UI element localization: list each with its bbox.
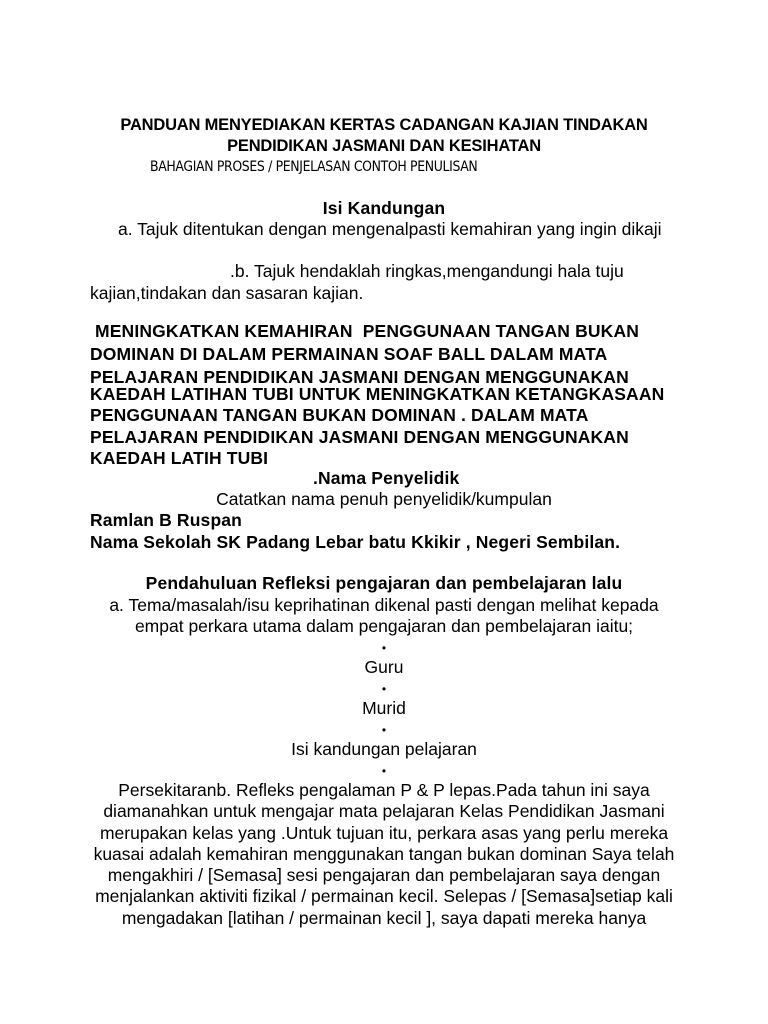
bullet-icon: •	[381, 723, 387, 737]
researcher-name: Ramlan B Ruspan	[90, 510, 242, 530]
paragraph-line: mengakhiri / [Semasa] sesi pengajaran dan pembelajaran saya dengan	[107, 865, 661, 885]
paragraph-line: merupakan kelas yang .Untuk tujuan itu, perkara asas yang perlu mereka	[99, 823, 669, 843]
research-title-line: KAEDAH LATIHAN TUBI UNTUK MENINGKATKAN KETANGKASAAN	[90, 384, 665, 404]
bullet-icon: •	[381, 682, 387, 696]
paragraph-line: menjalankan aktiviti fizikal / permainan kecil. Selepas / [Semasa]setiap kali	[95, 886, 673, 906]
tema-line-2: empat perkara utama dalam pengajaran dan pembelajaran iaitu;	[134, 616, 634, 636]
bullet-item-isi: Isi kandungan pelajaran	[291, 739, 477, 759]
paragraph-line: Persekitaranb. Refleks pengalaman P & P lepas.Pada tahun ini saya	[118, 780, 650, 800]
bullet-icon: •	[381, 641, 387, 655]
research-title-line: PELAJARAN PENDIDIKAN JASMANI DENGAN MENGGUNAKAN	[90, 427, 629, 447]
paragraph-line: mengadakan [latihan / permainan kecil ], saya dapati mereka hanya	[121, 908, 647, 928]
bullet-item-guru: Guru	[364, 657, 404, 677]
paragraph-line: diamanahkan untuk mengajar mata pelajaran Kelas Pendidikan Jasmani	[103, 801, 665, 821]
doc-subtitle: BAHAGIAN PROSES / PENJELASAN CONTOH PENULISAN	[150, 159, 478, 175]
research-title-line: PELAJARAN PENDIDIKAN JASMANI DENGAN MENGGUNAKAN	[90, 367, 629, 387]
bullet-icon: •	[381, 764, 387, 778]
doc-title-line-1: PANDUAN MENYEDIAKAN KERTAS CADANGAN KAJIAN TINDAKAN	[120, 116, 648, 134]
doc-title-line-2: PENDIDIKAN JASMANI DAN KESIHATAN	[227, 137, 541, 155]
research-title-line: PENGGUNAAN TANGAN BUKAN DOMINAN . DALAM MATA	[90, 405, 589, 425]
tema-line-1: a. Tema/masalah/isu keprihatinan dikenal pasti dengan melihat kepada	[109, 595, 659, 615]
item-b-line-2: kajian,tindakan dan sasaran kajian.	[90, 283, 364, 303]
school-name: Nama Sekolah SK Padang Lebar batu Kkikir , Negeri Sembilan.	[90, 532, 621, 552]
bullet-item-murid: Murid	[362, 698, 406, 718]
item-b-line-1: .b. Tajuk hendaklah ringkas,mengandungi hala tuju	[230, 261, 624, 281]
isi-kandungan-heading: Isi Kandungan	[322, 198, 446, 218]
item-a: a. Tajuk ditentukan dengan mengenalpasti kemahiran yang ingin dikaji	[118, 219, 662, 239]
paragraph-line: kuasai adalah kemahiran menggunakan tangan bukan dominan Saya telah	[93, 844, 675, 864]
research-title-line: DOMINAN DI DALAM PERMAINAN SOAF BALL DALAM MATA	[90, 344, 608, 364]
pendahuluan-heading: Pendahuluan Refleksi pengajaran dan pembelajaran lalu	[145, 573, 623, 593]
nama-penyelidik-heading: .Nama Penyelidik	[313, 468, 460, 488]
research-title-line: MENINGKATKAN KEMAHIRAN PENGGUNAAN TANGAN BUKAN	[90, 321, 640, 341]
research-title-line: KAEDAH LATIH TUBI	[90, 448, 269, 468]
nama-instruction: Catatkan nama penuh penyelidik/kumpulan	[216, 489, 552, 509]
